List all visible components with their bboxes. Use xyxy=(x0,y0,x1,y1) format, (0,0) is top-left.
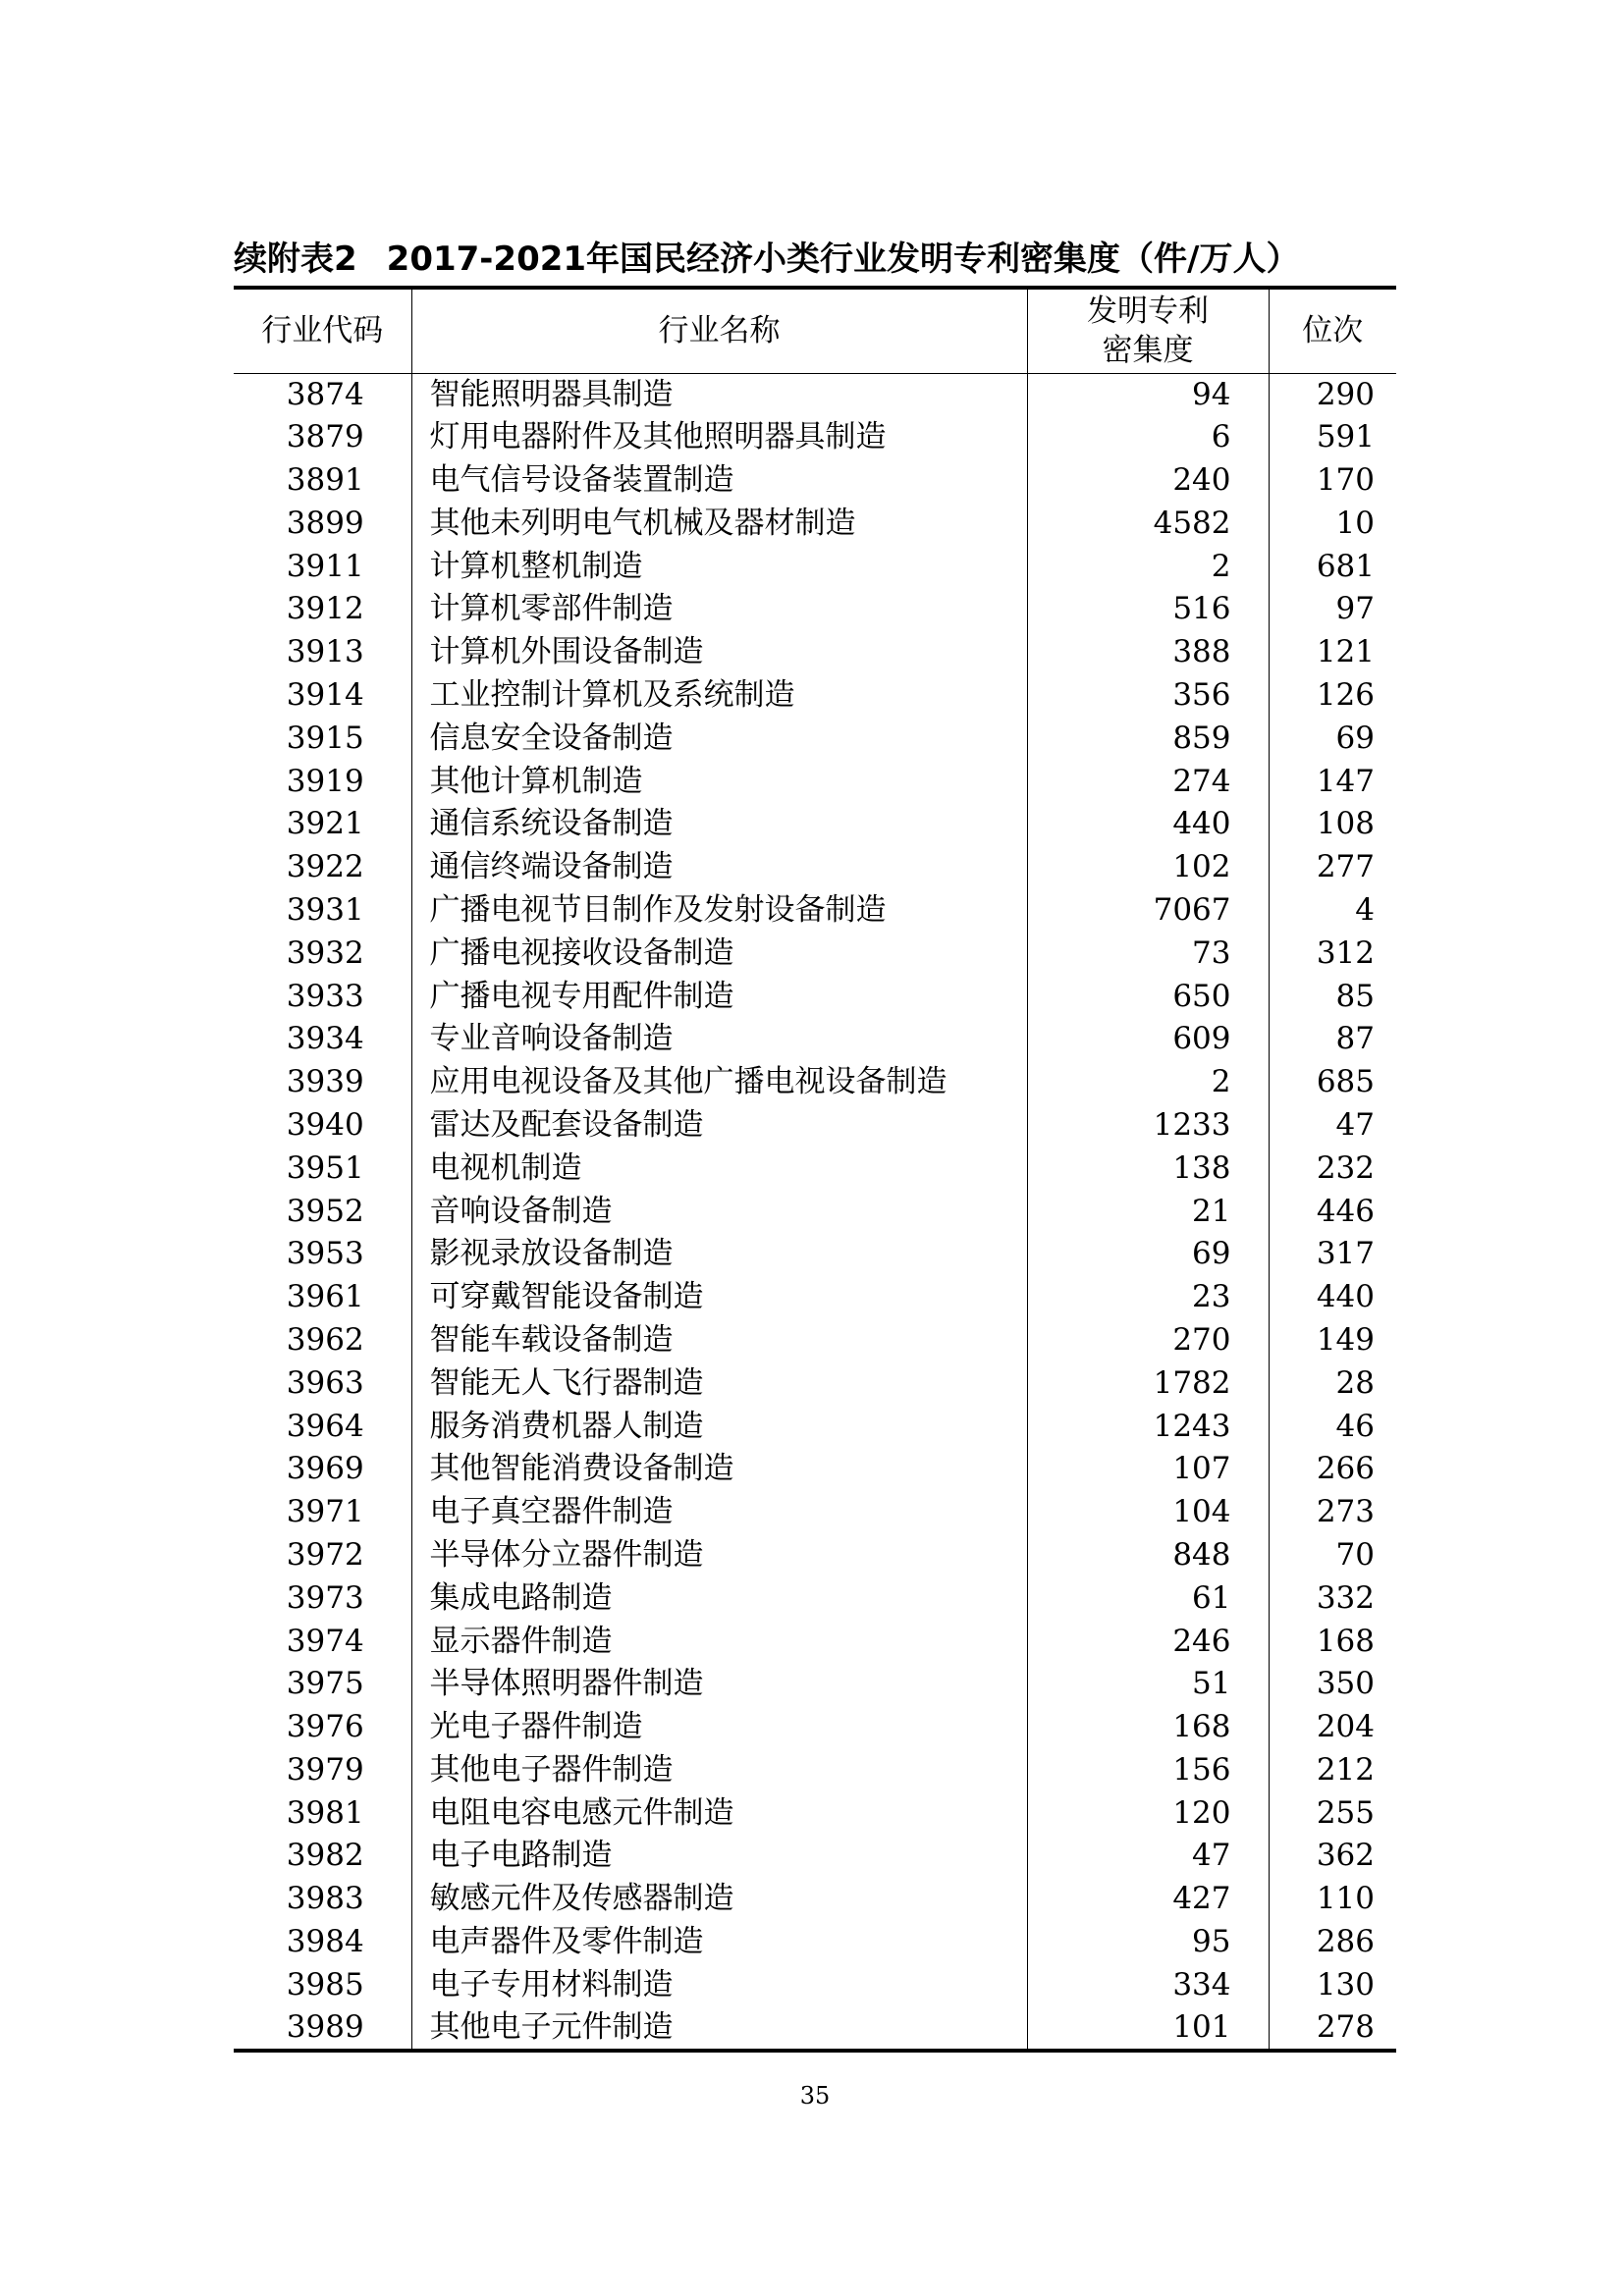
industry-code-cell: 3979 xyxy=(234,1749,411,1792)
industry-name-cell: 广播电视专用配件制造 xyxy=(411,975,1027,1018)
industry-name-cell: 服务消费机器人制造 xyxy=(411,1405,1027,1448)
table-row xyxy=(234,803,1396,846)
industry-code-cell: 3964 xyxy=(234,1405,411,1448)
industry-name-cell: 光电子器件制造 xyxy=(411,1706,1027,1749)
patent-density-cell: 2 xyxy=(1027,545,1269,588)
rank-cell: 168 xyxy=(1316,1623,1375,1659)
rank-cell: 273 xyxy=(1316,1494,1375,1530)
patent-density-cell: 101 xyxy=(1027,2006,1269,2051)
table-title-prefix: 续附表2 xyxy=(234,240,357,279)
table-row xyxy=(234,1534,1396,1577)
rank-cell: 10 xyxy=(1335,505,1375,541)
patent-density-cell: 47 xyxy=(1027,1835,1269,1878)
table-row xyxy=(234,975,1396,1018)
patent-density-cell: 23 xyxy=(1027,1276,1269,1319)
industry-name-cell: 广播电视接收设备制造 xyxy=(411,932,1027,975)
table-row xyxy=(234,1921,1396,1964)
industry-name-cell: 电子真空器件制造 xyxy=(411,1491,1027,1534)
industry-code-cell: 3932 xyxy=(234,932,411,975)
industry-name-cell: 其他智能消费设备制造 xyxy=(411,1448,1027,1491)
table-row xyxy=(234,416,1396,459)
patent-density-cell: 240 xyxy=(1027,459,1269,503)
industry-code-cell: 3879 xyxy=(234,416,411,459)
table-row xyxy=(234,1963,1396,2006)
industry-code-cell: 3982 xyxy=(234,1835,411,1878)
table-row xyxy=(234,588,1396,631)
industry-name-cell: 专业音响设备制造 xyxy=(411,1018,1027,1061)
rank-cell: 126 xyxy=(1316,676,1375,713)
industry-name-cell: 灯用电器附件及其他照明器具制造 xyxy=(411,416,1027,459)
table-row xyxy=(234,1835,1396,1878)
industry-code-cell: 3874 xyxy=(234,373,411,416)
patent-density-cell: 2 xyxy=(1027,1061,1269,1104)
patent-density-cell: 6 xyxy=(1027,416,1269,459)
rank-cell: 312 xyxy=(1316,934,1375,971)
table-header-row xyxy=(234,288,1396,373)
rank-cell: 47 xyxy=(1335,1106,1375,1143)
industry-code-cell: 3922 xyxy=(234,846,411,889)
rank-cell: 440 xyxy=(1316,1279,1375,1315)
table-row xyxy=(234,760,1396,803)
table-row xyxy=(234,1362,1396,1405)
patent-density-cell: 440 xyxy=(1027,803,1269,846)
industry-code-cell: 3962 xyxy=(234,1319,411,1362)
patent-density-cell: 1233 xyxy=(1027,1104,1269,1148)
table-row xyxy=(234,1319,1396,1362)
industry-name-cell: 电阻电容电感元件制造 xyxy=(411,1791,1027,1835)
header-industry-code: 行业代码 xyxy=(234,288,411,373)
industry-name-cell: 雷达及配套设备制造 xyxy=(411,1104,1027,1148)
industry-code-cell: 3983 xyxy=(234,1878,411,1921)
industry-code-cell: 3911 xyxy=(234,545,411,588)
industry-name-cell: 其他计算机制造 xyxy=(411,760,1027,803)
table-row xyxy=(234,1576,1396,1620)
patent-density-cell: 51 xyxy=(1027,1663,1269,1706)
rank-cell: 149 xyxy=(1316,1321,1375,1358)
industry-code-cell: 3899 xyxy=(234,502,411,545)
header-patent-density xyxy=(1027,288,1269,373)
rank-cell: 591 xyxy=(1316,419,1375,455)
rank-cell: 69 xyxy=(1335,720,1375,756)
industry-code-cell: 3971 xyxy=(234,1491,411,1534)
patent-density-cell: 650 xyxy=(1027,975,1269,1018)
patent-density-cell: 107 xyxy=(1027,1448,1269,1491)
industry-code-cell: 3931 xyxy=(234,889,411,933)
patent-density-cell: 334 xyxy=(1027,1963,1269,2006)
industry-name-cell: 智能照明器具制造 xyxy=(411,373,1027,416)
rank-cell: 4 xyxy=(1355,891,1375,928)
header-industry-name: 行业名称 xyxy=(411,288,1027,373)
table-row xyxy=(234,1405,1396,1448)
industry-code-cell: 3989 xyxy=(234,2006,411,2051)
rank-cell: 332 xyxy=(1316,1579,1375,1616)
table-row xyxy=(234,932,1396,975)
industry-code-cell: 3973 xyxy=(234,1576,411,1620)
industry-name-cell: 电声器件及零件制造 xyxy=(411,1921,1027,1964)
table-row xyxy=(234,1620,1396,1663)
industry-code-cell: 3963 xyxy=(234,1362,411,1405)
industry-name-cell: 电气信号设备装置制造 xyxy=(411,459,1027,503)
patent-density-cell: 427 xyxy=(1027,1878,1269,1921)
patent-density-cell: 270 xyxy=(1027,1319,1269,1362)
rank-cell: 255 xyxy=(1316,1794,1375,1831)
patent-density-cell: 94 xyxy=(1027,373,1269,416)
rank-cell: 266 xyxy=(1316,1451,1375,1487)
table-row xyxy=(234,459,1396,503)
table-row xyxy=(234,1663,1396,1706)
patent-density-cell: 21 xyxy=(1027,1190,1269,1233)
table-row xyxy=(234,1791,1396,1835)
industry-code-cell: 3933 xyxy=(234,975,411,1018)
industry-name-cell: 半导体照明器件制造 xyxy=(411,1663,1027,1706)
rank-cell: 28 xyxy=(1335,1364,1375,1401)
industry-code-cell: 3952 xyxy=(234,1190,411,1233)
patent-density-cell: 848 xyxy=(1027,1534,1269,1577)
industry-code-cell: 3974 xyxy=(234,1620,411,1663)
table-row xyxy=(234,1104,1396,1148)
industry-name-cell: 计算机整机制造 xyxy=(411,545,1027,588)
industry-code-cell: 3913 xyxy=(234,631,411,674)
rank-cell: 204 xyxy=(1316,1709,1375,1745)
industry-name-cell: 应用电视设备及其他广播电视设备制造 xyxy=(411,1061,1027,1104)
industry-code-cell: 3915 xyxy=(234,717,411,760)
industry-name-cell: 电子专用材料制造 xyxy=(411,1963,1027,2006)
rank-cell: 212 xyxy=(1316,1751,1375,1788)
table-row xyxy=(234,502,1396,545)
industry-name-cell: 集成电路制造 xyxy=(411,1576,1027,1620)
rank-cell: 147 xyxy=(1316,763,1375,799)
rank-cell: 170 xyxy=(1316,461,1375,498)
patent-density-cell: 168 xyxy=(1027,1706,1269,1749)
industry-name-cell: 显示器件制造 xyxy=(411,1620,1027,1663)
patent-density-cell: 104 xyxy=(1027,1491,1269,1534)
table-row xyxy=(234,373,1396,416)
industry-name-cell: 敏感元件及传感器制造 xyxy=(411,1878,1027,1921)
patent-density-cell: 120 xyxy=(1027,1791,1269,1835)
industry-code-cell: 3891 xyxy=(234,459,411,503)
table-row xyxy=(234,1233,1396,1276)
table-row xyxy=(234,1749,1396,1792)
patent-density-table xyxy=(234,286,1396,2053)
rank-cell: 121 xyxy=(1316,634,1375,670)
industry-name-cell: 计算机零部件制造 xyxy=(411,588,1027,631)
industry-name-cell: 音响设备制造 xyxy=(411,1190,1027,1233)
industry-code-cell: 3985 xyxy=(234,1963,411,2006)
header-patent-density-line1: 发明专利 xyxy=(1087,294,1209,330)
table-title xyxy=(234,234,1396,285)
patent-density-cell: 1243 xyxy=(1027,1405,1269,1448)
table-row xyxy=(234,2006,1396,2051)
table-row xyxy=(234,631,1396,674)
industry-name-cell: 其他电子器件制造 xyxy=(411,1749,1027,1792)
industry-code-cell: 3969 xyxy=(234,1448,411,1491)
industry-name-cell: 广播电视节目制作及发射设备制造 xyxy=(411,889,1027,933)
rank-cell: 290 xyxy=(1316,376,1375,412)
rank-cell: 70 xyxy=(1335,1536,1375,1573)
patent-density-cell: 73 xyxy=(1027,932,1269,975)
patent-density-cell: 69 xyxy=(1027,1233,1269,1276)
rank-cell: 277 xyxy=(1316,849,1375,885)
patent-density-cell: 7067 xyxy=(1027,889,1269,933)
rank-cell: 87 xyxy=(1335,1021,1375,1057)
rank-cell: 85 xyxy=(1335,978,1375,1014)
table-row xyxy=(234,1018,1396,1061)
header-patent-density-line2: 密集度 xyxy=(1102,333,1194,369)
table-row xyxy=(234,674,1396,718)
table-row xyxy=(234,1276,1396,1319)
industry-code-cell: 3976 xyxy=(234,1706,411,1749)
patent-density-cell: 516 xyxy=(1027,588,1269,631)
patent-density-cell: 246 xyxy=(1027,1620,1269,1663)
industry-code-cell: 3914 xyxy=(234,674,411,718)
patent-density-cell: 859 xyxy=(1027,717,1269,760)
industry-name-cell: 其他未列明电气机械及器材制造 xyxy=(411,502,1027,545)
rank-cell: 110 xyxy=(1316,1881,1375,1917)
industry-code-cell: 3934 xyxy=(234,1018,411,1061)
rank-cell: 278 xyxy=(1269,2006,1396,2051)
industry-name-cell: 通信终端设备制造 xyxy=(411,846,1027,889)
patent-density-cell: 609 xyxy=(1027,1018,1269,1061)
patent-density-cell: 1782 xyxy=(1027,1362,1269,1405)
industry-name-cell: 通信系统设备制造 xyxy=(411,803,1027,846)
rank-cell: 97 xyxy=(1335,591,1375,627)
patent-density-cell: 102 xyxy=(1027,846,1269,889)
header-rank: 位次 xyxy=(1269,288,1396,373)
rank-cell: 685 xyxy=(1316,1064,1375,1100)
industry-code-cell: 3953 xyxy=(234,1233,411,1276)
table-row xyxy=(234,846,1396,889)
table-title-text: 2017-2021年国民经济小类行业发明专利密集度（件/万人） xyxy=(386,240,1300,279)
industry-code-cell: 3939 xyxy=(234,1061,411,1104)
industry-name-cell: 电子电路制造 xyxy=(411,1835,1027,1878)
rank-cell: 286 xyxy=(1316,1924,1375,1960)
rank-cell: 46 xyxy=(1335,1408,1375,1444)
industry-code-cell: 3984 xyxy=(234,1921,411,1964)
patent-density-cell: 356 xyxy=(1027,674,1269,718)
rank-cell: 446 xyxy=(1316,1193,1375,1229)
industry-name-cell: 电视机制造 xyxy=(411,1147,1027,1190)
table-row xyxy=(234,1190,1396,1233)
patent-density-cell: 95 xyxy=(1027,1921,1269,1964)
industry-code-cell: 3972 xyxy=(234,1534,411,1577)
industry-code-cell: 3940 xyxy=(234,1104,411,1148)
industry-name-cell: 智能车载设备制造 xyxy=(411,1319,1027,1362)
industry-code-cell: 3921 xyxy=(234,803,411,846)
table-body xyxy=(234,373,1396,2051)
industry-name-cell: 计算机外围设备制造 xyxy=(411,631,1027,674)
table-row xyxy=(234,1147,1396,1190)
industry-code-cell: 3919 xyxy=(234,760,411,803)
table-row xyxy=(234,1491,1396,1534)
table-row xyxy=(234,889,1396,933)
table-row xyxy=(234,717,1396,760)
table-row xyxy=(234,545,1396,588)
industry-name-cell: 影视录放设备制造 xyxy=(411,1233,1027,1276)
industry-name-cell: 智能无人飞行器制造 xyxy=(411,1362,1027,1405)
table-row xyxy=(234,1706,1396,1749)
industry-name-cell: 信息安全设备制造 xyxy=(411,717,1027,760)
industry-name-cell: 其他电子元件制造 xyxy=(411,2006,1027,2051)
table-row xyxy=(234,1448,1396,1491)
table-row xyxy=(234,1878,1396,1921)
industry-name-cell: 半导体分立器件制造 xyxy=(411,1534,1027,1577)
industry-code-cell: 3961 xyxy=(234,1276,411,1319)
patent-density-cell: 61 xyxy=(1027,1576,1269,1620)
page-number: 35 xyxy=(799,2082,831,2109)
patent-density-cell: 274 xyxy=(1027,760,1269,803)
patent-density-cell: 138 xyxy=(1027,1147,1269,1190)
patent-density-cell: 4582 xyxy=(1027,502,1269,545)
rank-cell: 317 xyxy=(1316,1236,1375,1272)
rank-cell: 232 xyxy=(1316,1149,1375,1186)
patent-density-cell: 156 xyxy=(1027,1749,1269,1792)
industry-name-cell: 可穿戴智能设备制造 xyxy=(411,1276,1027,1319)
industry-code-cell: 3951 xyxy=(234,1147,411,1190)
industry-name-cell: 工业控制计算机及系统制造 xyxy=(411,674,1027,718)
rank-cell: 362 xyxy=(1316,1838,1375,1874)
industry-code-cell: 3912 xyxy=(234,588,411,631)
rank-cell: 108 xyxy=(1316,806,1375,842)
table-row xyxy=(234,1061,1396,1104)
rank-cell: 681 xyxy=(1316,548,1375,584)
industry-code-cell: 3981 xyxy=(234,1791,411,1835)
rank-cell: 350 xyxy=(1316,1666,1375,1702)
patent-density-cell: 388 xyxy=(1027,631,1269,674)
industry-code-cell: 3975 xyxy=(234,1663,411,1706)
rank-cell: 130 xyxy=(1316,1966,1375,2002)
